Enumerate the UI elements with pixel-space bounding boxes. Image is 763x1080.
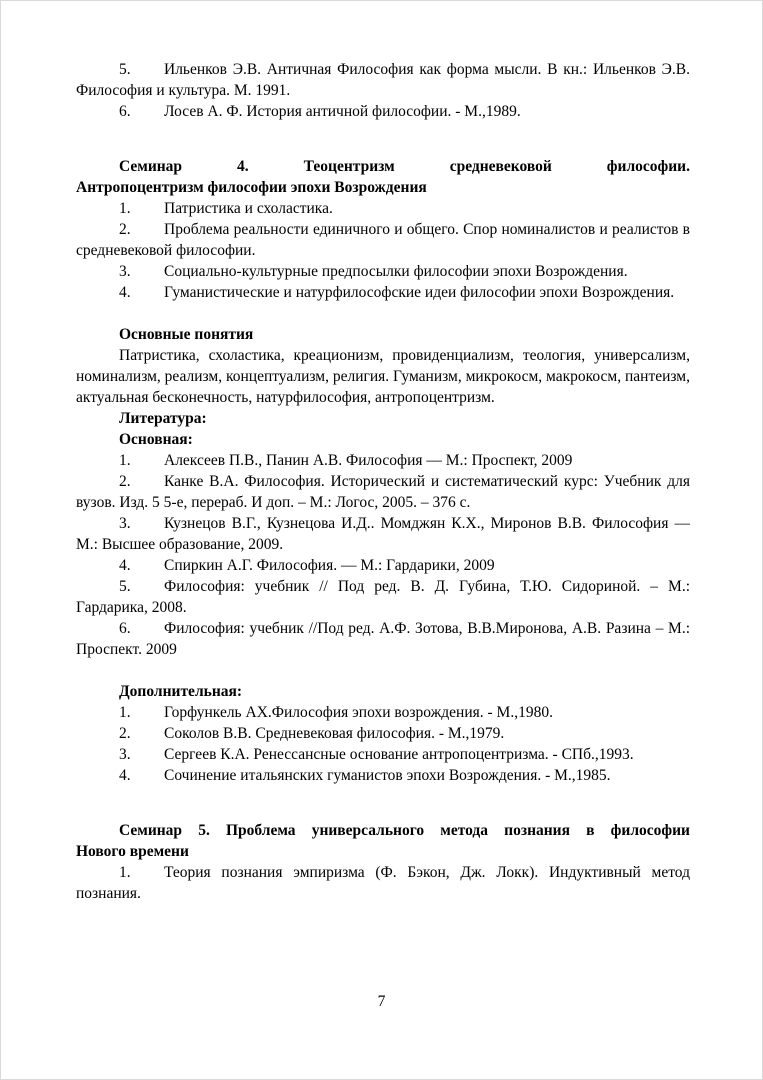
item-number: 6.: [119, 103, 131, 120]
seminar-5-topics: [76, 862, 690, 904]
item-number: 2.: [119, 221, 131, 238]
item-number: 4.: [119, 284, 131, 301]
seminar-4-section: [76, 156, 690, 786]
seminar-5-heading: [76, 820, 690, 862]
list-item: [76, 702, 690, 723]
item-text: Социально-культурные предпосылки философии эпохи Возрождения.: [164, 263, 628, 280]
item-number: 6.: [119, 620, 131, 637]
list-item: [76, 471, 690, 513]
item-number: 3.: [119, 263, 131, 280]
list-item: [76, 261, 690, 282]
item-text: Сергеев К.А. Ренессансные основание антропоцентризма. - СПб.,1993.: [164, 746, 634, 763]
item-text: Канке В.А. Философия. Исторический и систематический курс: Учебник для вузов. Изд. 5 5-е, перераб. И доп. – М.: Логос, 2005. – 376 с.: [76, 473, 690, 511]
item-number: 1.: [119, 452, 131, 469]
item-text: Спиркин А.Г. Философия. — М.: Гардарики, 2009: [164, 557, 495, 574]
list-item: [76, 723, 690, 744]
seminar-4-topics: [76, 198, 690, 303]
item-text: Патристика и схоластика.: [164, 200, 333, 217]
list-item: [76, 765, 690, 786]
literature-main-heading: Основная:: [119, 431, 193, 448]
literature-additional-heading: Дополнительная:: [119, 683, 243, 700]
item-number: 2.: [119, 473, 131, 490]
list-item: [76, 618, 690, 660]
list-item: [76, 513, 690, 555]
item-text: Философия: учебник // Под ред. В. Д. Губина, Т.Ю. Сидориной. – М.: Гардарика, 2008.: [76, 578, 690, 616]
item-text: Кузнецов В.Г., Кузнецова И.Д.. Момджян К.Х., Миронов В.В. Философия — М.: Высшее образование, 2009.: [76, 515, 690, 553]
item-number: 4.: [119, 557, 131, 574]
list-item: [76, 219, 690, 261]
main-literature-list: [76, 450, 690, 660]
list-item: [76, 101, 690, 122]
list-item: [76, 59, 690, 101]
list-item: [76, 576, 690, 618]
previous-seminar-literature: [76, 59, 690, 122]
item-number: 2.: [119, 725, 131, 742]
item-text: Алексеев П.В., Панин А.В. Философия — М.: Проспект, 2009: [164, 452, 573, 469]
list-item: [76, 555, 690, 576]
list-item: [76, 282, 690, 303]
list-item: [76, 744, 690, 765]
item-number: 4.: [119, 767, 131, 784]
item-text: Проблема реальности единичного и общего. Спор номиналистов и реалистов в средневековой философии.: [76, 221, 690, 259]
list-item: [76, 450, 690, 471]
item-number: 1.: [119, 704, 131, 721]
item-text: Горфункель АХ.Философия эпохи возрождения. - М.,1980.: [164, 704, 553, 721]
item-text: Ильенков Э.В. Античная Философия как форма мысли. В кн.: Ильенков Э.В. Философия и культура. М. 1991.: [76, 61, 690, 99]
item-text: Гуманистические и натурфилософские идеи философии эпохи Возрождения.: [164, 284, 675, 301]
item-number: 5.: [119, 61, 131, 78]
key-concepts-text: Патристика, схоластика, креационизм, провиденциализм, теология, универсализм, номинализм, реализм, концептуализм, религия. Гуманизм, микрокосм, макрокосм, пантеизм, актуальная бесконечность, натурфилософия, антропоцентризм.: [76, 347, 690, 406]
item-number: 1.: [119, 200, 131, 217]
item-text: Сочинение итальянских гуманистов эпохи Возрождения. - М.,1985.: [164, 767, 611, 784]
seminar-5-section: [76, 820, 690, 904]
item-text: Философия: учебник //Под ред. А.Ф. Зотова, В.В.Миронова, А.В. Разина – М.: Проспект. 2009: [76, 620, 690, 658]
seminar-4-heading: [76, 156, 690, 198]
item-text: Соколов В.В. Средневековая философия. - М.,1979.: [164, 725, 505, 742]
seminar-5-title-line2: Нового времени: [76, 843, 189, 860]
item-number: 5.: [119, 578, 131, 595]
list-item: [76, 198, 690, 219]
additional-literature-list: [76, 702, 690, 786]
list-item: [76, 862, 690, 904]
seminar-5-title-line1: Семинар 5. Проблема универсального метода познания в философии: [119, 822, 690, 839]
item-number: 3.: [119, 515, 131, 532]
literature-heading: Литература:: [119, 410, 207, 427]
item-text: Теория познания эмпиризма (Ф. Бэкон, Дж. Локк). Индуктивный метод познания.: [76, 864, 690, 902]
page-number: 7: [377, 993, 386, 1010]
item-text: Лосев А. Ф. История античной философии. - М.,1989.: [164, 103, 521, 120]
seminar-4-title-line1: Семинар 4. Теоцентризм средневековой философии.: [119, 158, 690, 175]
seminar-4-title-line2: Антропоцентризм философии эпохи Возрождения: [76, 179, 427, 196]
item-number: 3.: [119, 746, 131, 763]
key-concepts-heading: Основные понятия: [119, 326, 254, 343]
item-number: 1.: [119, 864, 131, 881]
